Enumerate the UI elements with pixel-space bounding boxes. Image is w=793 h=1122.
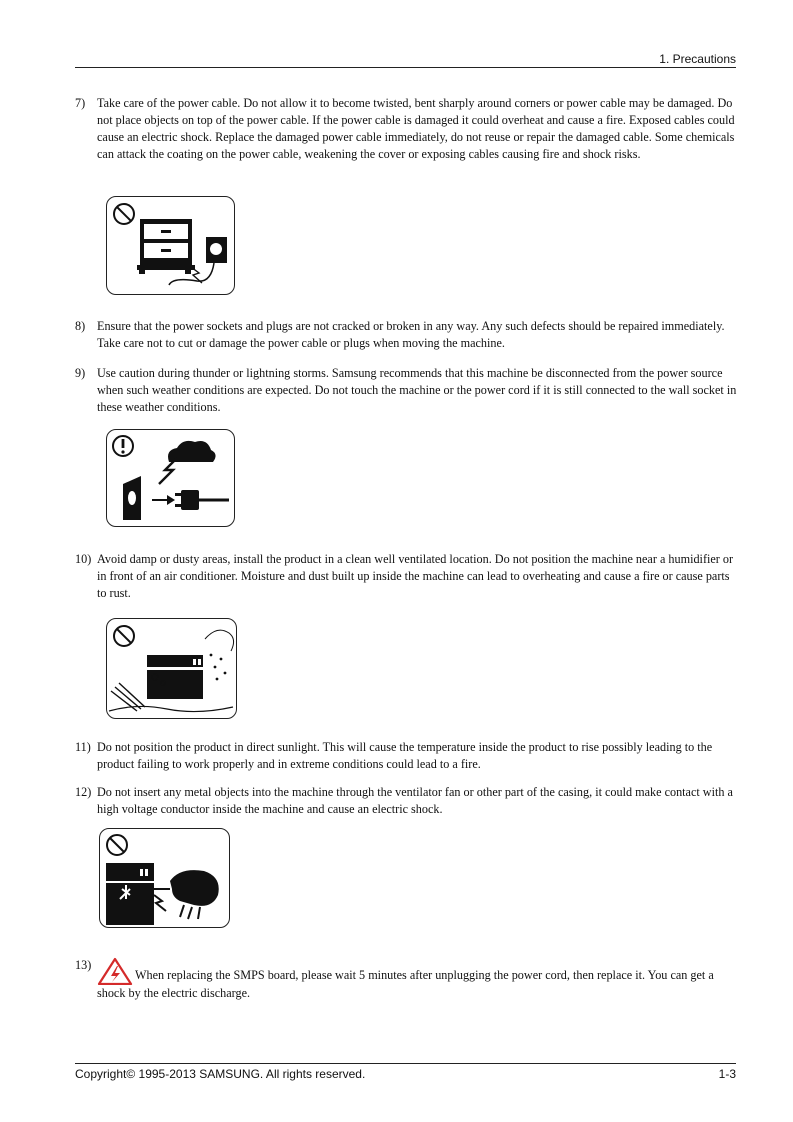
metal-object-illustration: [99, 828, 230, 928]
copyright-text: Copyright© 1995-2013 SAMSUNG. All rights reserved.: [75, 1067, 366, 1081]
precaution-item-12: [75, 784, 740, 818]
prohibited-icon: [114, 204, 134, 224]
item-number: 9): [75, 366, 86, 380]
item-number: 7): [75, 96, 86, 110]
item-number: 11): [75, 740, 91, 754]
item-number: 10): [75, 552, 92, 566]
prohibited-icon: [107, 835, 127, 855]
page-number: 1-3: [718, 1067, 736, 1081]
item-text: Do not position the product in direct sunlight. This will cause the temperature inside the product to rise possibly leading to the product failing to work properly and in extreme conditions could lead to a fire.: [97, 740, 713, 771]
section-title: 1. Precautions: [659, 52, 736, 66]
power-cable-illustration: [106, 196, 235, 295]
item-text: Ensure that the power sockets and plugs are not cracked or broken in any way. Any such defects should be repaired immediately. Take care not to cut or damage the power cable or plugs when moving the machine.: [97, 319, 725, 350]
item-text: Do not insert any metal objects into the machine through the ventilator fan or other part of the casing, it could make contact with a high voltage conductor inside the machine and cause an electric shock.: [97, 785, 733, 816]
prohibited-icon: [114, 626, 134, 646]
item-text: When replacing the SMPS board, please wait 5 minutes after unplugging the power cord, then replace it. You can get a shock by the electric discharge.: [97, 968, 714, 1000]
page-footer: [75, 1063, 736, 1081]
damp-area-illustration: [106, 618, 237, 719]
precaution-item-9: [75, 365, 740, 416]
precaution-item-11: [75, 739, 740, 773]
lightning-illustration: [106, 429, 235, 527]
precaution-item-8: [75, 318, 740, 352]
item-text: Avoid damp or dusty areas, install the product in a clean well ventilated location. Do not position the machine near a humidifier or in front of an air conditioner. Moisture and dust built up inside the machine can lead to overheating and cause a fire or cause parts to rust.: [97, 552, 734, 600]
electric-shock-warning-icon: [97, 957, 133, 985]
precaution-item-7: [75, 95, 740, 163]
item-text: Use caution during thunder or lightning storms. Samsung recommends that this machine be disconnected from the power source when such weather conditions are expected. Do not touch the machine or the power cord if it is still connected to the wall socket in these weather conditions.: [97, 366, 737, 414]
item-number: 13): [75, 958, 92, 972]
precaution-item-13: [75, 957, 740, 1002]
caution-icon: [113, 436, 133, 456]
item-text: Take care of the power cable. Do not allow it to become twisted, bent sharply around corners or power cable may be damaged. Do not place objects on top of the power cable. If the power cable is damaged it could overheat and cause a fire. Exposed cables could cause an electric shock. Replace the damaged power cable immediately, do not reuse or repair the damaged cable. Some chemicals can attack the coating on the power cable, weakening the cover or exposing cables causing fire and shock risks.: [97, 96, 735, 161]
item-number: 8): [75, 319, 86, 333]
precaution-item-10: [75, 551, 740, 602]
item-number: 12): [75, 785, 92, 799]
page-header: [75, 52, 736, 68]
